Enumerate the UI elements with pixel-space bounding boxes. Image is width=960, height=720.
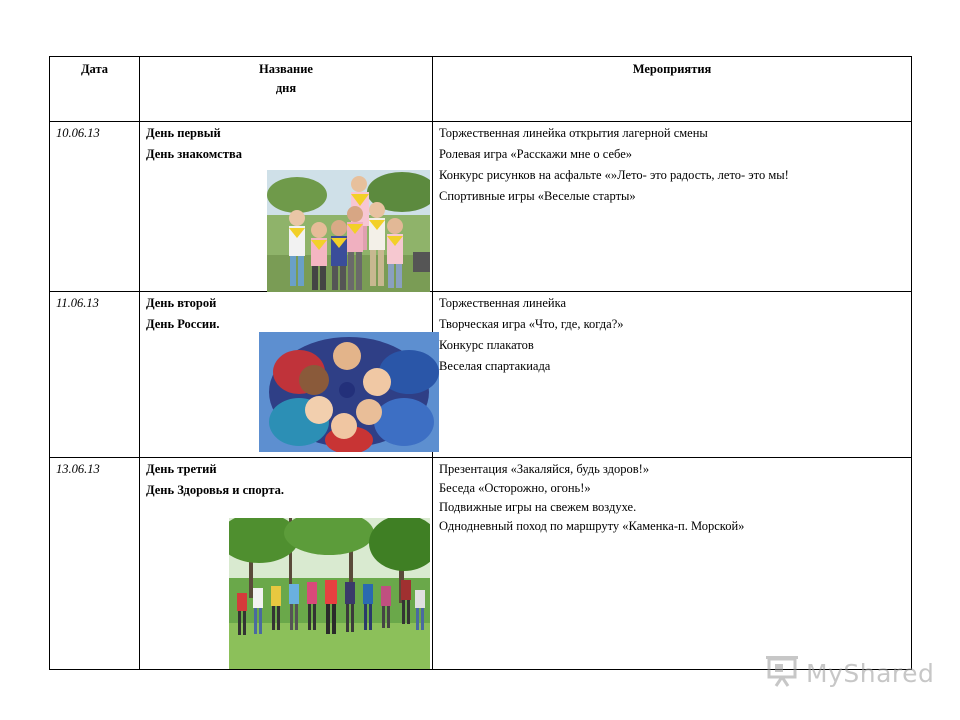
group-of-children-in-yellow-scarves-photo	[267, 170, 430, 292]
row1-day-line2: День знакомства	[146, 147, 242, 161]
row2-activities	[439, 296, 624, 380]
row2-activity-3: Конкурс плакатов	[439, 338, 534, 352]
row2-day-line2: День России.	[146, 317, 220, 331]
row2-day-line1: День второй	[146, 296, 217, 310]
row1-activity-2: Ролевая игра «Расскажи мне о себе»	[439, 147, 633, 161]
row3-day-name	[146, 462, 284, 504]
row1-day-line1: День первый	[146, 126, 221, 140]
header-day-name	[140, 62, 432, 102]
children-running-in-park-photo	[229, 518, 430, 669]
row1-activity-4: Спортивные игры «Веселые старты»	[439, 189, 636, 203]
row3-activities	[439, 462, 744, 538]
row2-activity-1: Торжественная линейка	[439, 296, 567, 310]
presentation-board-icon	[766, 655, 800, 692]
table-right-border	[911, 56, 912, 670]
column-divider-date	[139, 56, 140, 670]
row2-date: 11.06.13	[56, 296, 99, 310]
watermark-text: MyShared	[806, 658, 935, 688]
row3-day-line2: День Здоровья и спорта.	[146, 483, 285, 497]
row2-activity-4: Веселая спартакиада	[439, 359, 551, 373]
row-divider-1	[49, 291, 912, 292]
myshared-watermark	[766, 655, 935, 691]
row-divider-2	[49, 457, 912, 458]
row1-day-name	[146, 126, 242, 168]
header-events: Мероприятия	[632, 62, 712, 76]
row3-activity-4: Однодневный поход по маршруту «Каменка-п. Морской»	[439, 519, 745, 533]
children-faces-in-circle-photo	[259, 332, 439, 452]
row2-activity-2: Творческая игра «Что, где, когда?»	[439, 317, 624, 331]
row3-activity-3: Подвижные игры на свежем воздухе.	[439, 500, 637, 514]
row1-activities	[439, 126, 789, 210]
row3-day-line1: День третий	[146, 462, 217, 476]
row3-activity-2: Беседа «Осторожно, огонь!»	[439, 481, 591, 495]
row1-activity-3: Конкурс рисунков на асфальте «»Лето- это радость, лето- это мы!	[439, 168, 789, 182]
row3-activity-1: Презентация «Закаляйся, будь здоров!»	[439, 462, 650, 476]
header-day-name-line2: дня	[275, 81, 297, 95]
table-top-border	[49, 56, 912, 57]
table-left-border	[49, 56, 50, 670]
row3-date: 13.06.13	[56, 462, 100, 476]
header-date: Дата	[80, 62, 109, 76]
header-day-name-line1: Название	[259, 62, 313, 76]
row2-day-name	[146, 296, 219, 338]
row-divider-header	[49, 121, 912, 122]
row1-date: 10.06.13	[56, 126, 100, 140]
row1-activity-1: Торжественная линейка открытия лагерной смены	[439, 126, 708, 140]
